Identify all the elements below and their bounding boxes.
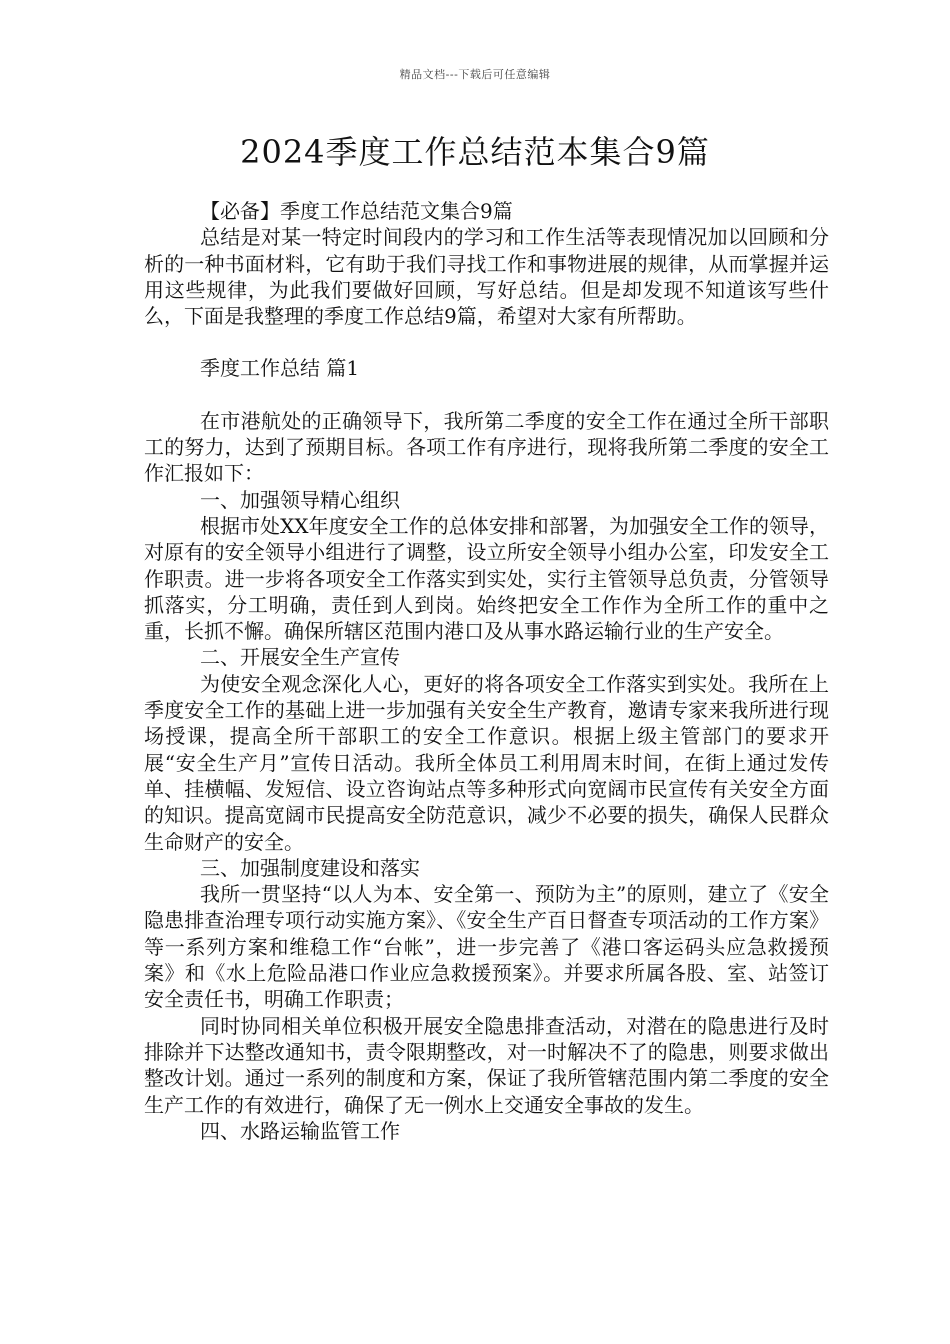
document-title: 2024季度工作总结范本集合9篇 xyxy=(240,133,710,171)
document-body xyxy=(144,198,829,1144)
intro-paragraph: 总结是对某一特定时间段内的学习和工作生活等表现情况加以回顾和分析的一种书面材料，它有助于我们寻找工作和事物进展的规律，从而掌握并运用这些规律，为此我们要做好回顾，写好总结。但是却发现不知道该写些什么，下面是我整理的季度工作总结9篇，希望对大家有所帮助。 xyxy=(144,225,829,329)
heading-1: 一、加强领导精心组织 xyxy=(200,487,400,512)
heading-4: 四、水路运输监管工作 xyxy=(200,1118,400,1143)
opening-paragraph: 在市港航处的正确领导下，我所第二季度的安全工作在通过全所干部职工的努力，达到了预期目标。各项工作有序进行，现将我所第二季度的安全工作汇报如下： xyxy=(144,408,829,486)
document-subtitle: 【必备】季度工作总结范文集合9篇 xyxy=(200,199,513,223)
paragraph-1: 根据市处XX年度安全工作的总体安排和部署，为加强安全工作的领导，对原有的安全领导小组进行了调整，设立所安全领导小组办公室，印发安全工作职责。进一步将各项安全工作落实到实处，实行主管领导总负责，分管领导抓落实，分工明确，责任到人到岗。始终把安全工作作为全所工作的重中之重，长抓不懈。确保所辖区范围内港口及从事水路运输行业的生产安全。 xyxy=(144,513,829,644)
paragraph-4: 同时协同相关单位积极开展安全隐患排查活动，对潜在的隐患进行及时排除并下达整改通知书，责令限期整改，对一时解决不了的隐患，则要求做出整改计划。通过一系列的制度和方案，保证了我所管辖范围内第二季度的安全生产工作的有效进行，确保了无一例水上交通安全事故的发生。 xyxy=(144,1013,829,1117)
page-header-note: 精品文档---下载后可任意编辑 xyxy=(399,68,551,81)
paragraph-3: 我所一贯坚持“以人为本、安全第一、预防为主”的原则，建立了《安全隐患排查治理专项行动实施方案》、《安全生产百日督查专项活动的工作方案》等一系列方案和维稳工作“台帐”，进一步完善了《港口客运码头应急救援预案》和《水上危险品港口作业应急救援预案》。并要求所属各股、室、站签订安全责任书，明确工作职责； xyxy=(144,882,829,1012)
heading-3: 三、加强制度建设和落实 xyxy=(200,855,420,880)
paragraph-2: 为使安全观念深化人心，更好的将各项安全工作落实到实处。我所在上季度安全工作的基础上进一步加强有关安全生产教育，邀请专家来我所进行现场授课，提高全所干部职工的安全工作意识。根据上级主管部门的要求开展“安全生产月”宣传日活动。我所全体员工利用周末时间，在街上通过发传单、挂横幅、发短信、设立咨询站点等多种形式向宽阔市民宣传有关安全方面的知识。提高宽阔市民提高安全防范意识，减少不必要的损失，确保人民群众生命财产的安全。 xyxy=(144,671,829,854)
heading-2: 二、开展安全生产宣传 xyxy=(200,645,400,670)
section-heading: 季度工作总结 篇1 xyxy=(200,356,360,381)
